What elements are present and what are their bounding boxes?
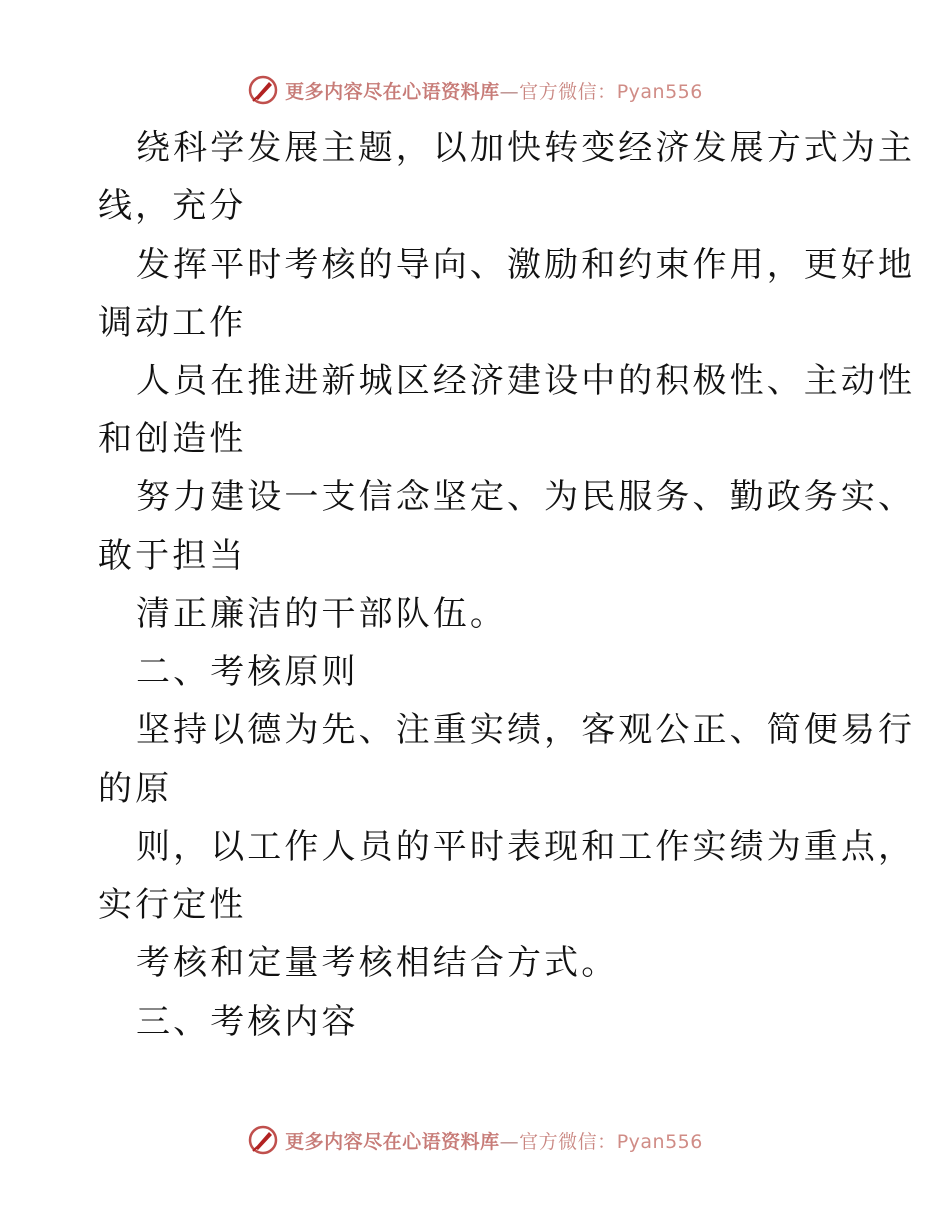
banner-main-text: 更多内容尽在心语资料库 — [285, 80, 500, 103]
section-heading: 二、考核原则 — [136, 652, 359, 692]
text-line: 和创造性 — [98, 419, 247, 459]
text-line: 调动工作 — [98, 303, 247, 343]
quill-logo-icon — [247, 1124, 279, 1156]
banner-dash: — — [499, 80, 520, 103]
text-line: 的原 — [98, 769, 173, 809]
footer-banner — [0, 1120, 950, 1160]
banner-wechat-label: 官方微信： — [519, 1130, 617, 1153]
text-line: 则，以工作人员的平时表现和工作实绩为重点， — [136, 827, 916, 867]
text-line: 清正廉洁的干部队伍。 — [136, 594, 507, 634]
text-line: 线，充分 — [98, 186, 247, 226]
banner-main-text: 更多内容尽在心语资料库 — [285, 1130, 500, 1153]
banner-dash: — — [499, 1130, 520, 1153]
text-line: 考核和定量考核相结合方式。 — [136, 943, 619, 983]
text-line: 人员在推进新城区经济建设中的积极性、主动性 — [136, 361, 916, 401]
text-line: 敢于担当 — [98, 536, 247, 576]
text-line: 实行定性 — [98, 885, 247, 925]
quill-logo-icon — [247, 74, 279, 106]
section-heading: 三、考核内容 — [136, 1002, 359, 1042]
text-line: 努力建设一支信念坚定、为民服务、勤政务实、 — [136, 477, 916, 517]
header-banner — [0, 70, 950, 110]
text-line: 绕科学发展主题，以加快转变经济发展方式为主 — [136, 128, 916, 168]
banner-wechat-label: 官方微信： — [519, 80, 617, 103]
banner-wechat-id: Pyan556 — [616, 1130, 703, 1153]
text-line: 发挥平时考核的导向、激励和约束作用，更好地 — [136, 245, 916, 285]
text-line: 坚持以德为先、注重实绩，客观公正、简便易行 — [136, 710, 916, 750]
banner-wechat-id: Pyan556 — [616, 80, 703, 103]
